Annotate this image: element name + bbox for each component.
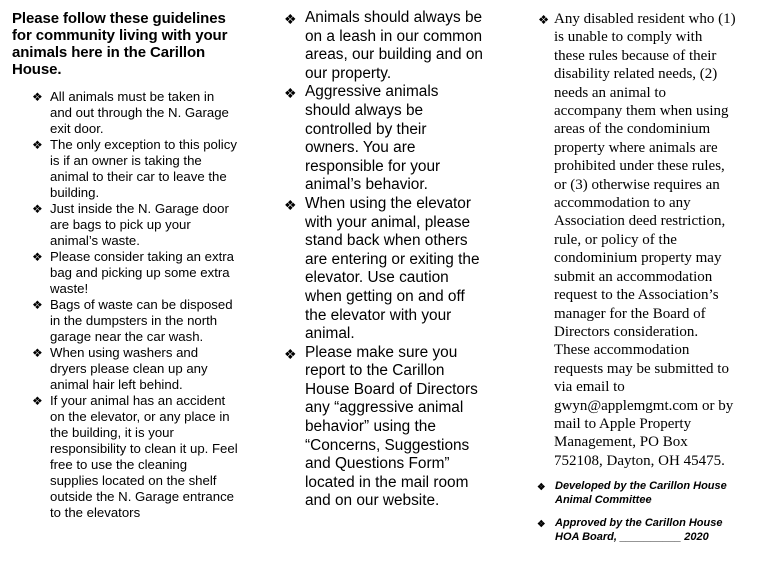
diamond-bullet-icon: ❖ [32,298,43,312]
column-behavior-rules [284,9,483,511]
diamond-bullet-icon: ❖ [537,482,546,494]
rule-text: Aggressive animals should always be controlled by their owners. You are responsible for your animal’s behavior. [305,83,441,194]
guideline-item [12,137,238,201]
guideline-text: When using washers and dryers please clean up any animal hair left behind. [50,345,208,392]
rule-text: When using the elevator with your animal, please stand back when others are entering or exiting the elevator. Use caution when getting on and off the elevator with your animal. [305,194,480,343]
rule-text: Please make sure you report to the Carillon House Board of Directors any “aggressive animal behavior” using the “Concerns, Suggestions and Questions Form” located in the mail room and on our website. [305,343,478,510]
guideline-item [12,89,238,137]
guideline-text: All animals must be taken in and out through the N. Garage exit door. [50,89,229,136]
rule-item [284,83,483,195]
diamond-bullet-icon: ❖ [284,345,297,362]
diamond-bullet-icon: ❖ [537,519,546,531]
footnotes-list [537,480,736,544]
guideline-item [12,297,238,345]
footnote-text: Approved by the Carillon House HOA Board, __________ 2020 [555,517,723,543]
diamond-bullet-icon: ❖ [32,90,43,104]
accommodation-policy-list [537,10,736,470]
policy-text: Any disabled resident who (1) is unable to comply with these rules because of their disability related needs, (2) needs an animal to accompany them when using areas of the condominium property where animals are prohibited under these rules, or (3) otherwise requires an accommodation to any Association deed restriction, rule, or policy of the condominium property may submit an accommodation request to the Association’s manager for the Board of Directors consideration. These accommodation requests may be submitted to via email to gwyn@applemgmt.com or by mail to Apple Property Management, PO Box 752108, Dayton, OH 45475. [554,11,736,469]
policy-item [537,10,736,470]
diamond-bullet-icon: ❖ [538,13,550,27]
guideline-text: Bags of waste can be disposed in the dumpsters in the north garage near the car wash. [50,297,233,344]
guideline-text: If your animal has an accident on the elevator, or any place in the building, it is your responsibility to clean it up. Feel free to use the cleaning supplies located on the shelf outside the N. Garage entrance to the elevators [50,393,238,520]
diamond-bullet-icon: ❖ [32,346,43,360]
diamond-bullet-icon: ❖ [32,202,43,216]
guideline-item [12,249,238,297]
diamond-bullet-icon: ❖ [32,250,43,264]
diamond-bullet-icon: ❖ [32,394,43,408]
guideline-text: Just inside the N. Garage door are bags to pick up your animal’s waste. [50,201,229,248]
diamond-bullet-icon: ❖ [284,11,297,27]
intro-heading: Please follow these guidelines for community living with your animals here in the Carillon House. [12,10,228,78]
rule-text: Animals should always be on a leash in our common areas, our building and on our property. [305,9,483,82]
guideline-text: Please consider taking an extra bag and picking up some extra waste! [50,249,235,296]
column-house-guidelines [12,8,238,521]
guideline-item [12,345,238,393]
footnote-text: Developed by the Carillon House Animal Committee [555,480,727,506]
footnote-item [537,517,736,544]
column-accommodation-policy [537,10,736,544]
rule-item [284,195,483,344]
rule-item [284,9,483,83]
rule-item [284,344,483,511]
house-guidelines-list [12,89,238,521]
guideline-text: The only exception to this policy is if an owner is taking the animal to their car to leave the building. [50,137,237,200]
guideline-item [12,201,238,249]
diamond-bullet-icon: ❖ [32,138,43,152]
guideline-item [12,393,238,521]
behavior-rules-list [284,9,483,511]
footnote-item [537,480,736,507]
diamond-bullet-icon: ❖ [284,85,297,102]
diamond-bullet-icon: ❖ [284,196,297,213]
